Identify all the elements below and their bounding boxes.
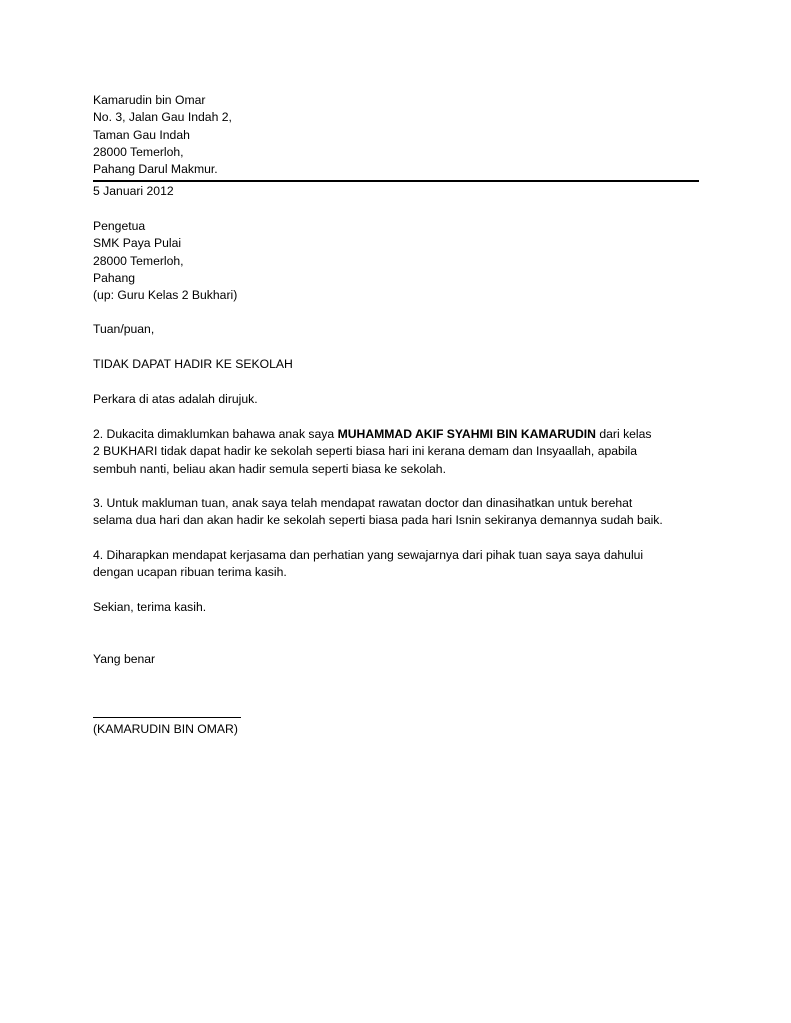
paragraph-3 — [93, 495, 703, 530]
recipient-attention: (up: Guru Kelas 2 Bukhari) — [93, 288, 238, 303]
paragraph-4-line-1: 4. Diharapkan mendapat kerjasama dan perhatian yang sewajarnya dari pihak tuan saya saya dahului — [93, 548, 644, 562]
subject-block — [93, 356, 703, 373]
recipient-address — [93, 218, 703, 304]
signature-name: (KAMARUDIN BIN OMAR) — [93, 722, 238, 736]
paragraph-4-line-2: dengan ucapan ribuan terima kasih. — [93, 565, 287, 580]
closing-line: Sekian, terima kasih. — [93, 600, 207, 614]
reference-line: Perkara di atas adalah dirujuk. — [93, 392, 258, 406]
sender-state: Pahang Darul Makmur. — [93, 162, 218, 177]
paragraph-2-prefix: 2. Dukacita dimaklumkan bahawa anak saya — [93, 427, 338, 441]
paragraph-3-line-2: selama dua hari dan akan hadir ke sekolah seperti biasa pada hari Isnin sekiranya demannya sudah baik. — [93, 513, 663, 528]
sender-address — [93, 92, 703, 178]
recipient-postcode: 28000 Temerloh, — [93, 253, 184, 268]
signature-line — [93, 717, 241, 718]
student-name: MUHAMMAD AKIF SYAHMI BIN KAMARUDIN — [337, 427, 596, 441]
paragraph-2-line-1 — [93, 426, 703, 443]
signature-name-block — [93, 721, 703, 738]
sender-name: Kamarudin bin Omar — [93, 93, 206, 107]
salutation-block — [93, 321, 703, 338]
sender-area: Taman Gau Indah — [93, 127, 190, 142]
closing-block — [93, 599, 703, 616]
paragraph-4 — [93, 547, 703, 582]
reference-block — [93, 391, 703, 408]
salutation: Tuan/puan, — [93, 322, 155, 336]
paragraph-3-line-1: 3. Untuk makluman tuan, anak saya telah mendapat rawatan doctor dan dinasihatkan untuk berehat — [93, 496, 633, 510]
paragraph-2-line-2: 2 BUKHARI tidak dapat hadir ke sekolah seperti biasa hari ini kerana demam dan Insyaallah, apabila — [93, 444, 638, 459]
letter-date: 5 Januari 2012 — [93, 184, 174, 198]
sender-street: No. 3, Jalan Gau Indah 2, — [93, 110, 232, 125]
recipient-state: Pahang — [93, 270, 136, 285]
signoff-block — [93, 651, 703, 668]
paragraph-2 — [93, 426, 703, 478]
header-divider — [93, 180, 699, 182]
recipient-title: Pengetua — [93, 219, 146, 233]
subject-heading: TIDAK DAPAT HADIR KE SEKOLAH — [93, 357, 293, 371]
recipient-school: SMK Paya Pulai — [93, 236, 182, 251]
sender-postcode: 28000 Temerloh, — [93, 144, 184, 159]
signoff-line: Yang benar — [93, 652, 156, 666]
letter-date-block — [93, 183, 703, 200]
paragraph-2-suffix: dari kelas — [595, 427, 652, 441]
paragraph-2-line-3: sembuh nanti, beliau akan hadir semula seperti biasa ke sekolah. — [93, 461, 446, 476]
